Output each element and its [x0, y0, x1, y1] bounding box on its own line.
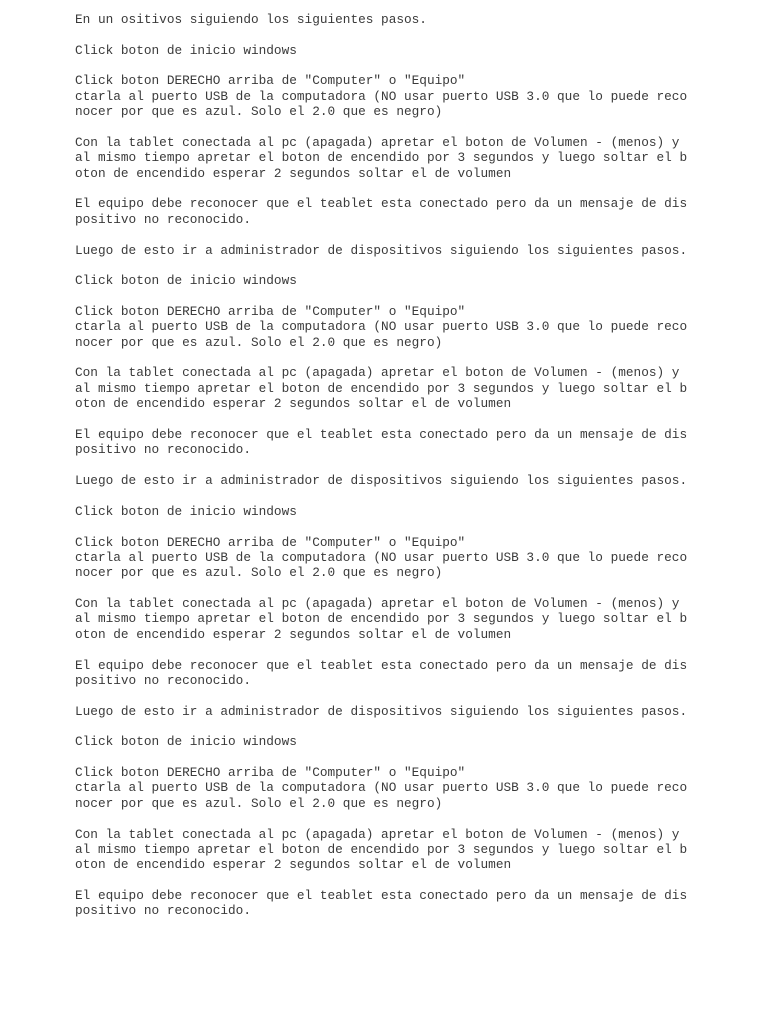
text-line: Con la tablet conectada al pc (apagada) apretar el boton de Volumen - (menos) y [75, 365, 680, 381]
text-paragraph [75, 12, 768, 27]
text-line: Luego de esto ir a administrador de dispositivos siguiendo los siguientes pasos. [75, 242, 688, 258]
text-paragraph [75, 734, 768, 749]
text-line: oton de encendido esperar 2 segundos soltar el de volumen [75, 857, 512, 873]
text-paragraph [75, 273, 768, 288]
text-line: oton de encendido esperar 2 segundos soltar el de volumen [75, 165, 512, 181]
text-line: El equipo debe reconocer que el teablet esta conectado pero da un mensaje de dis [75, 196, 688, 212]
text-paragraph [75, 473, 768, 488]
text-line: al mismo tiempo apretar el boton de encendido por 3 segundos y luego soltar el b [75, 150, 688, 166]
text-line: Click boton DERECHO arriba de "Computer" o "Equipo" [75, 765, 466, 781]
text-paragraph [75, 196, 768, 227]
text-line: ctarla al puerto USB de la computadora (NO usar puerto USB 3.0 que lo puede reco [75, 780, 688, 796]
text-line: En un ositivos siguiendo los siguientes pasos. [75, 12, 427, 27]
text-paragraph [75, 535, 768, 581]
text-line: Con la tablet conectada al pc (apagada) apretar el boton de Volumen - (menos) y [75, 134, 680, 150]
text-paragraph [75, 243, 768, 258]
text-paragraph [75, 827, 768, 873]
text-line: ctarla al puerto USB de la computadora (NO usar puerto USB 3.0 que lo puede reco [75, 549, 688, 565]
text-paragraph [75, 596, 768, 642]
text-paragraph [75, 304, 768, 350]
text-line: oton de encendido esperar 2 segundos soltar el de volumen [75, 626, 512, 642]
text-line: El equipo debe reconocer que el teablet esta conectado pero da un mensaje de dis [75, 888, 688, 904]
text-line: ctarla al puerto USB de la computadora (NO usar puerto USB 3.0 que lo puede reco [75, 88, 688, 104]
text-line: al mismo tiempo apretar el boton de encendido por 3 segundos y luego soltar el b [75, 611, 688, 627]
text-paragraph [75, 658, 768, 689]
text-line: Click boton DERECHO arriba de "Computer" o "Equipo" [75, 73, 466, 89]
text-paragraph [75, 135, 768, 181]
text-line: ctarla al puerto USB de la computadora (NO usar puerto USB 3.0 que lo puede reco [75, 319, 688, 335]
text-paragraph [75, 704, 768, 719]
text-line: al mismo tiempo apretar el boton de encendido por 3 segundos y luego soltar el b [75, 380, 688, 396]
text-paragraph [75, 888, 768, 919]
text-line: Con la tablet conectada al pc (apagada) apretar el boton de Volumen - (menos) y [75, 596, 680, 612]
text-line: Click boton de inicio windows [75, 42, 297, 58]
text-line: Click boton de inicio windows [75, 734, 297, 750]
text-paragraph [75, 504, 768, 519]
text-line: Con la tablet conectada al pc (apagada) apretar el boton de Volumen - (menos) y [75, 826, 680, 842]
text-paragraph [75, 73, 768, 119]
text-line: al mismo tiempo apretar el boton de encendido por 3 segundos y luego soltar el b [75, 841, 688, 857]
text-line: Click boton DERECHO arriba de "Computer" o "Equipo" [75, 303, 466, 319]
text-paragraph [75, 43, 768, 58]
text-line: Click boton DERECHO arriba de "Computer" o "Equipo" [75, 534, 466, 550]
text-line: nocer por que es azul. Solo el 2.0 que es negro) [75, 565, 443, 581]
text-line: nocer por que es azul. Solo el 2.0 que es negro) [75, 795, 443, 811]
text-paragraph [75, 765, 768, 811]
text-line: El equipo debe reconocer que el teablet esta conectado pero da un mensaje de dis [75, 426, 688, 442]
text-line: Luego de esto ir a administrador de dispositivos siguiendo los siguientes pasos. [75, 703, 688, 719]
text-line: positivo no reconocido. [75, 442, 251, 458]
text-paragraph [75, 427, 768, 458]
text-line: Luego de esto ir a administrador de dispositivos siguiendo los siguientes pasos. [75, 473, 688, 489]
text-paragraph [75, 365, 768, 411]
text-line: El equipo debe reconocer que el teablet esta conectado pero da un mensaje de dis [75, 657, 688, 673]
text-line: positivo no reconocido. [75, 903, 251, 919]
text-line: nocer por que es azul. Solo el 2.0 que es negro) [75, 104, 443, 120]
text-line: Click boton de inicio windows [75, 273, 297, 289]
text-line: nocer por que es azul. Solo el 2.0 que es negro) [75, 334, 443, 350]
text-line: positivo no reconocido. [75, 211, 251, 227]
text-line: oton de encendido esperar 2 segundos soltar el de volumen [75, 396, 512, 412]
text-line: Click boton de inicio windows [75, 503, 297, 519]
text-line: positivo no reconocido. [75, 672, 251, 688]
